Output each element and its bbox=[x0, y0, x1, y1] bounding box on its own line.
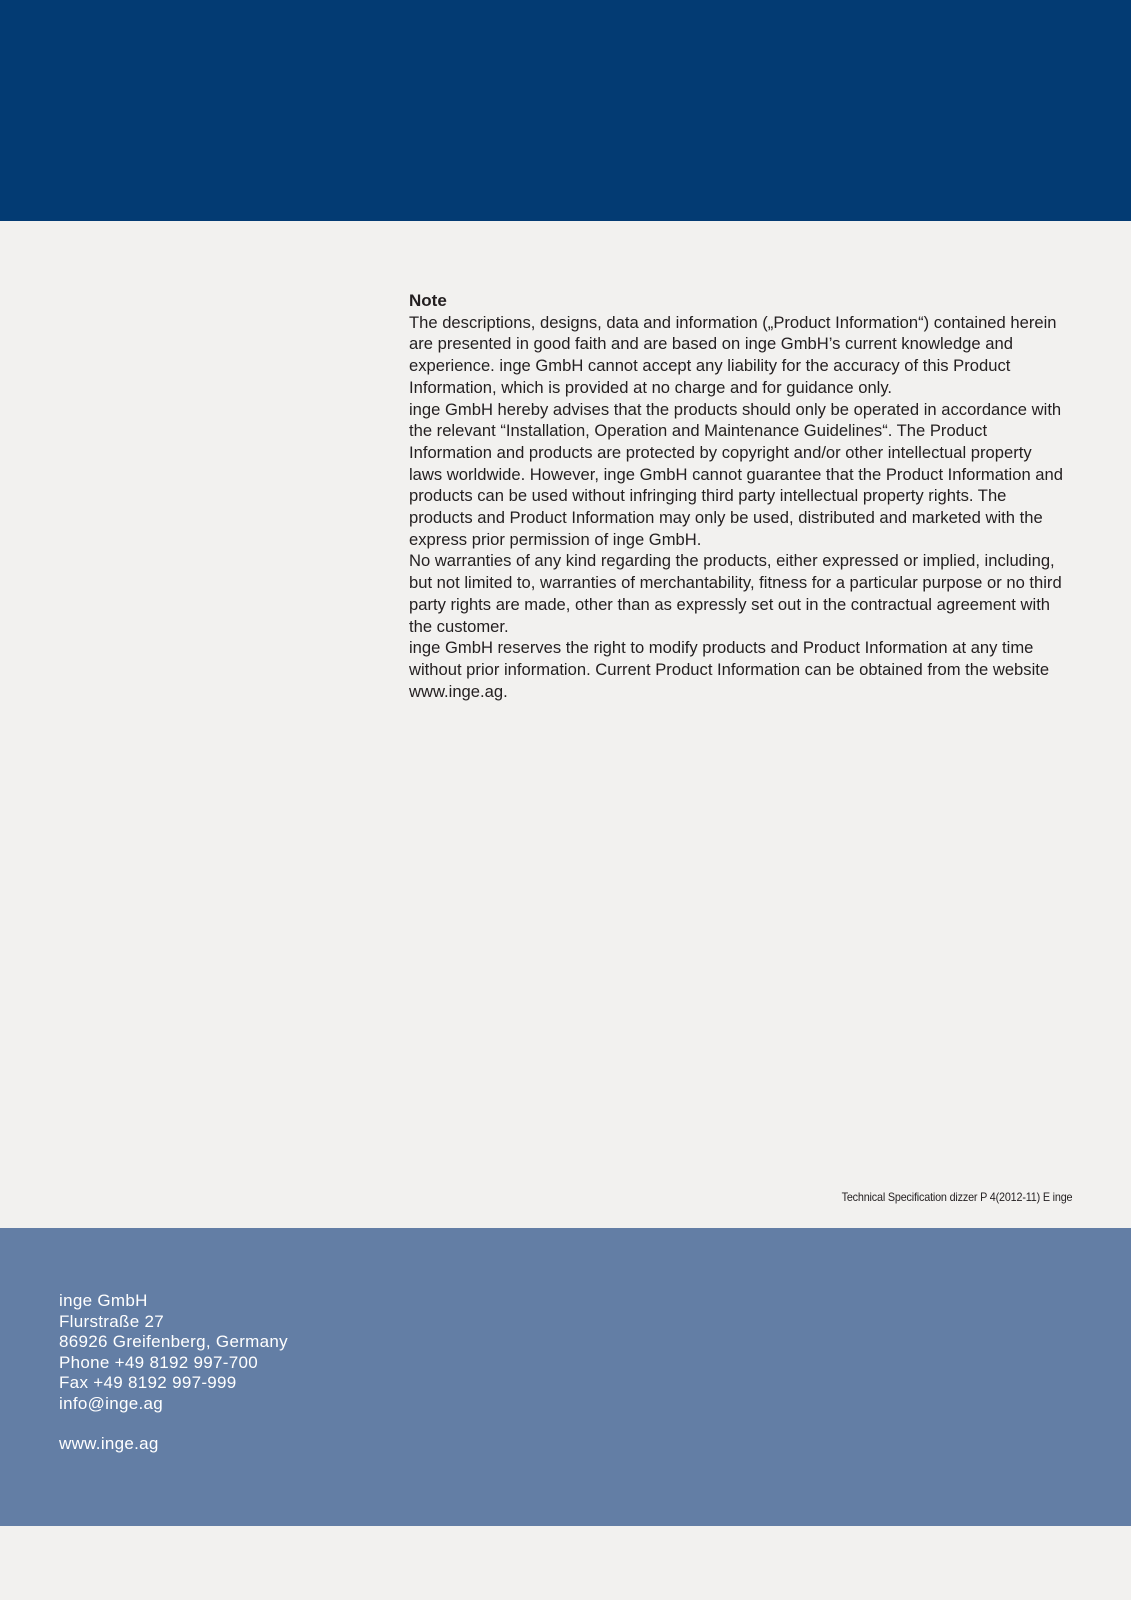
note-paragraph-4: inge GmbH reserves the right to modify products and Product Information at any time without prior information. Current Product Information can be obtained from the website www.inge.ag. bbox=[409, 638, 1050, 701]
fax-number: Fax +49 8192 997-999 bbox=[59, 1373, 237, 1392]
spec-reference: Technical Specification dizzer P 4(2012-11) E inge bbox=[841, 1190, 1072, 1204]
note-paragraph-3: No warranties of any kind regarding the products, either expressed or implied, including, but not limited to, warranties of merchantability, fitness for a particular purpose or no third party rights are made, other than as expressly set out in the contractual agreement with the customer. bbox=[409, 551, 1062, 636]
header-band bbox=[0, 0, 1131, 221]
website-link: www.inge.ag bbox=[59, 1434, 159, 1453]
note-paragraph-1: The descriptions, designs, data and information („Product Information“) contained herein are presented in good faith and are based on inge GmbH’s current knowledge and experience. inge GmbH cannot accept any liability for the accuracy of this Product Information, which is provided at no charge and for guidance only. bbox=[409, 312, 1057, 397]
note-paragraph-2: inge GmbH hereby advises that the products should only be operated in accordance with the relevant “Installation, Operation and Maintenance Guidelines“. The Product Information and products are protected by copyright and/or other intellectual property laws worldwide. However, inge GmbH cannot guarantee that the Product Information and products can be used without infringing third party intellectual property rights. The products and Product Information may only be used, distributed and marketed with the express prior permission of inge GmbH. bbox=[409, 399, 1063, 549]
street-address: Flurstraße 27 bbox=[59, 1311, 164, 1331]
company-name: inge GmbH bbox=[59, 1291, 148, 1310]
city-address: 86926 Greifenberg, Germany bbox=[59, 1332, 288, 1351]
legal-note bbox=[409, 290, 1069, 702]
company-address bbox=[59, 1291, 288, 1455]
note-title: Note bbox=[409, 291, 447, 310]
phone-number: Phone +49 8192 997-700 bbox=[59, 1352, 258, 1372]
email-address: info@inge.ag bbox=[59, 1393, 164, 1413]
